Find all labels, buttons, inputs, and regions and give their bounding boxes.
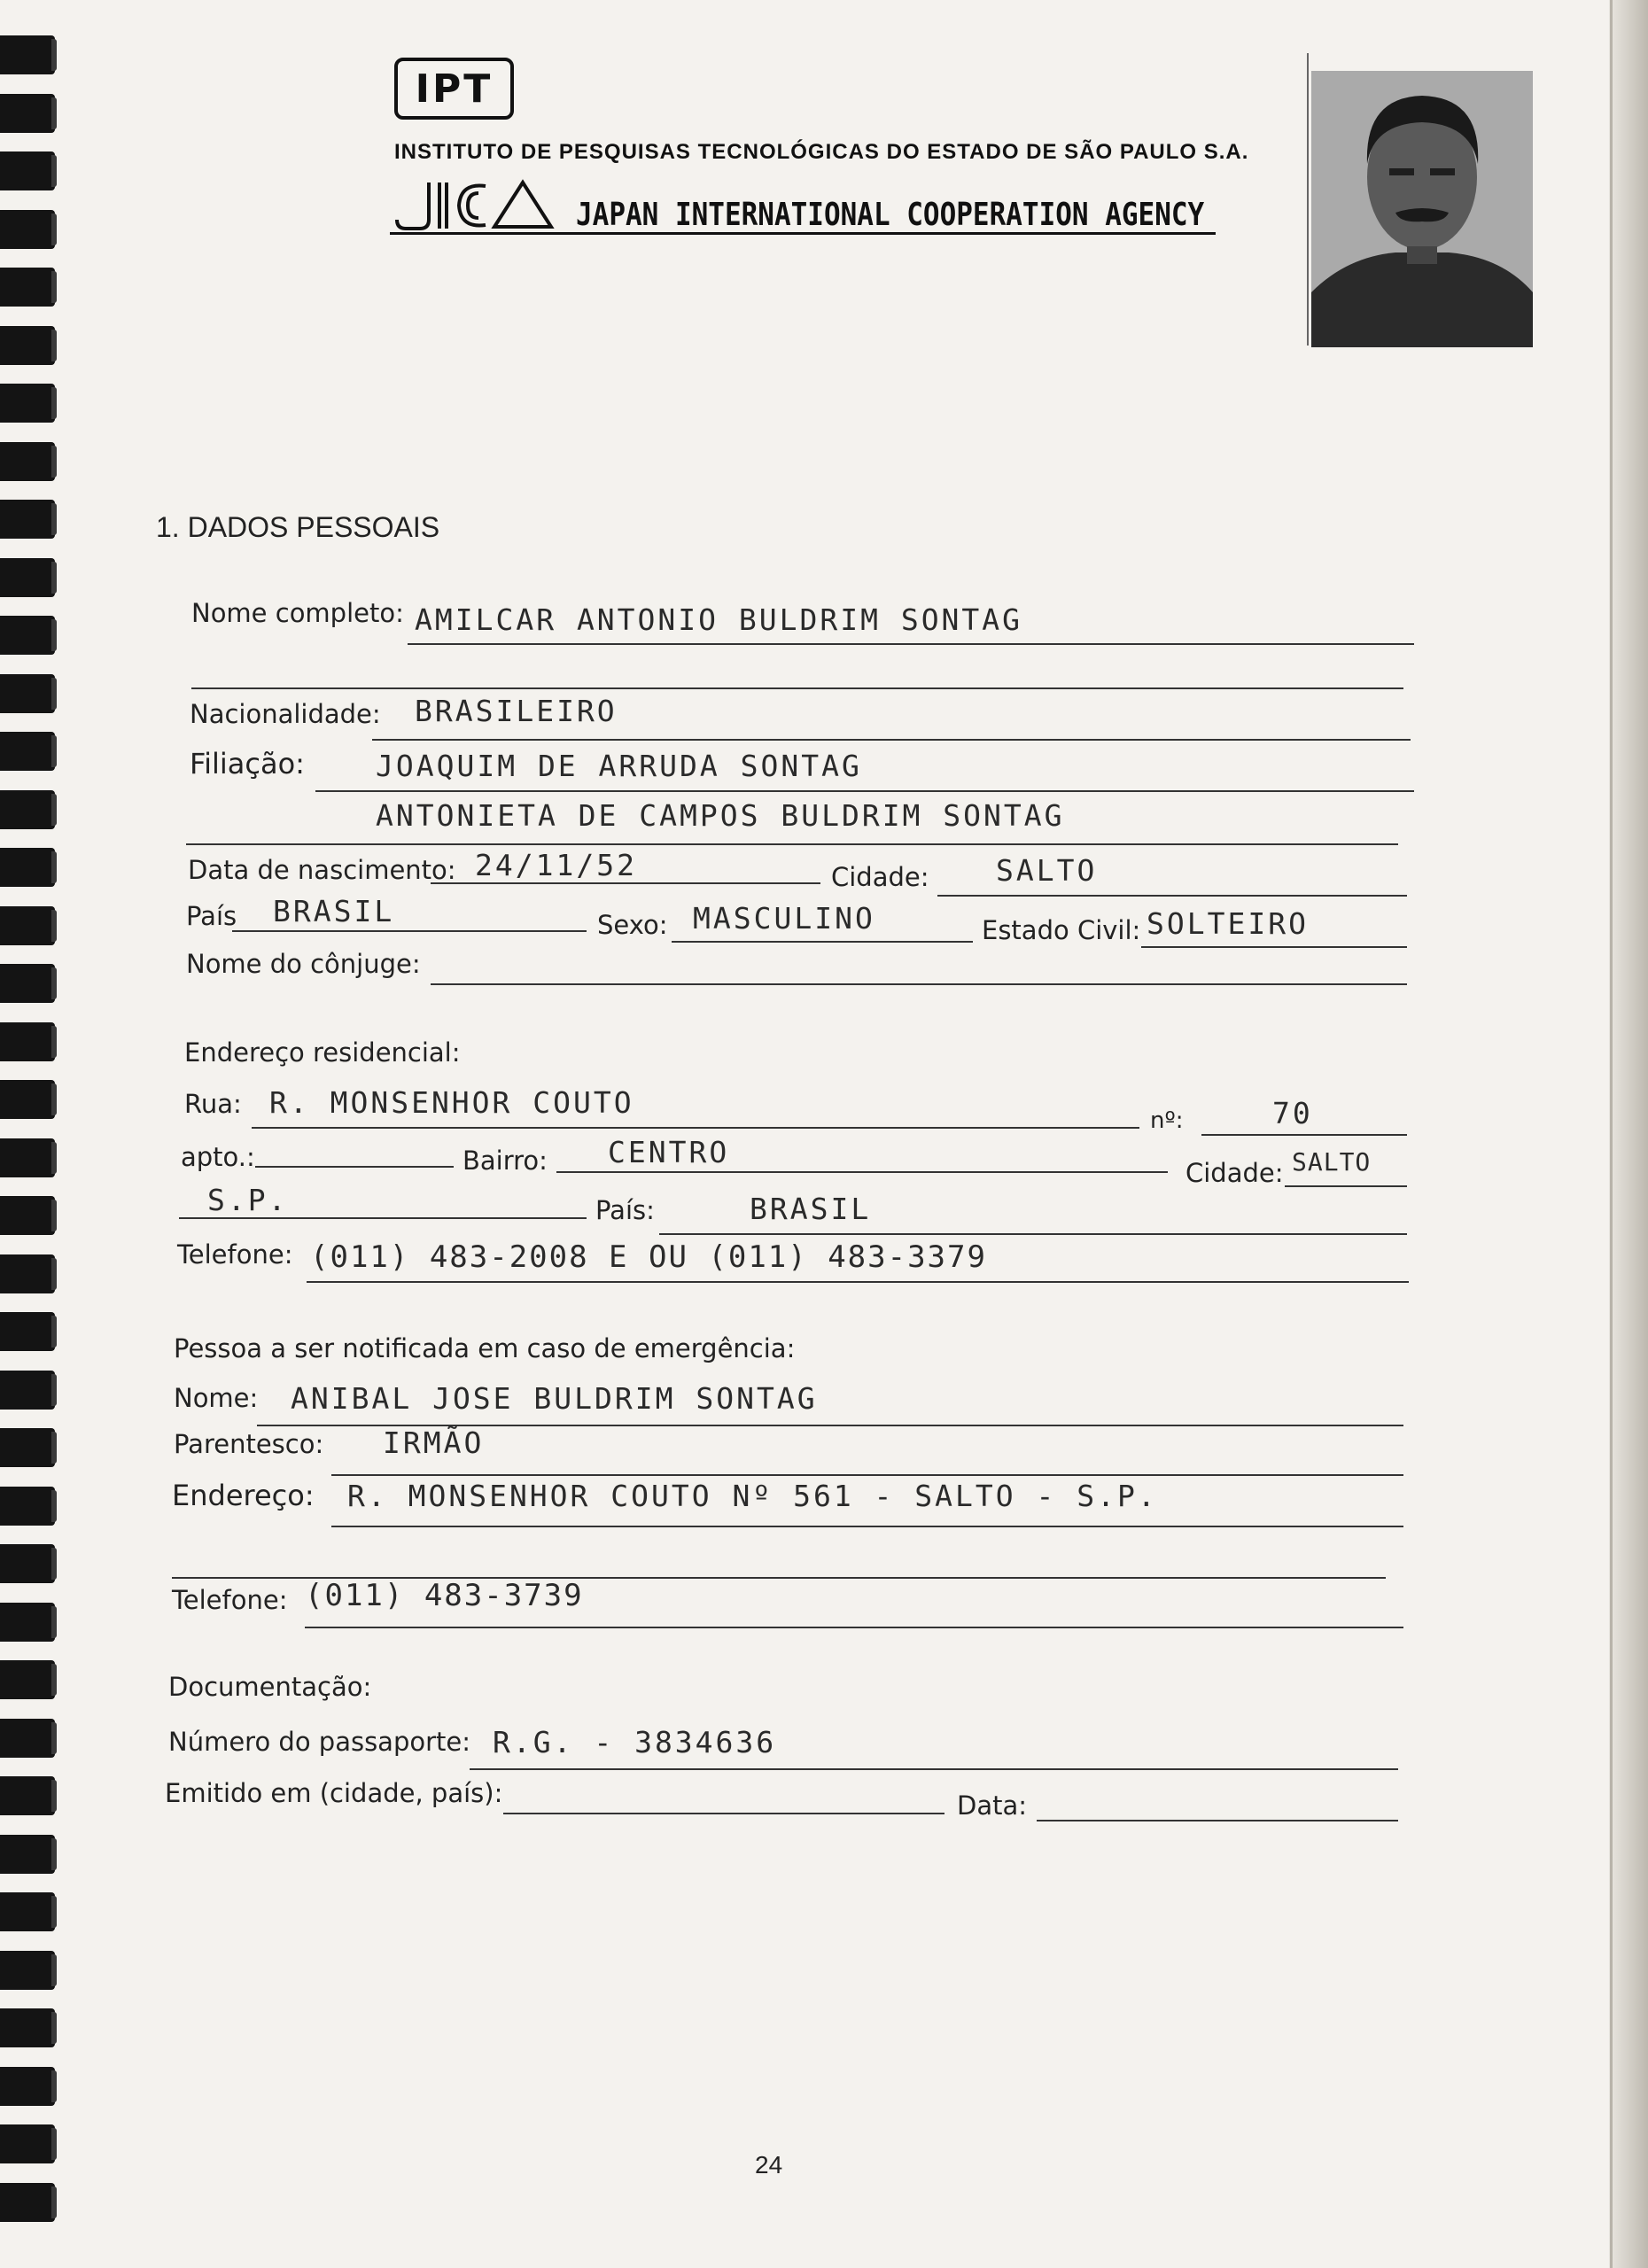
binder-hole: [0, 1719, 55, 1758]
cidade-label: Cidade:: [831, 862, 929, 892]
apto-line: [255, 1166, 454, 1168]
nome-completo-line: [408, 643, 1414, 645]
emergencia-telefone-value[interactable]: (011) 483-3739: [305, 1578, 584, 1613]
passaporte-line: [470, 1768, 1398, 1770]
binder-hole: [0, 674, 55, 713]
data-nascimento-value[interactable]: 24/11/52: [475, 848, 637, 882]
parentesco-value[interactable]: IRMÃO: [383, 1425, 485, 1460]
binder-hole: [0, 442, 55, 481]
nome-conjuge-line: [431, 983, 1407, 985]
endereco-pais-line: [659, 1233, 1407, 1235]
nacionalidade-line: [372, 739, 1411, 741]
bairro-line: [556, 1171, 1168, 1173]
emergencia-telefone-label: Telefone:: [172, 1585, 288, 1615]
endereco-pais-value[interactable]: BRASIL: [750, 1192, 872, 1226]
binder-hole: [0, 1371, 55, 1410]
binder-hole: [0, 790, 55, 829]
filiacao-value-1[interactable]: JOAQUIM DE ARRUDA SONTAG: [376, 749, 862, 783]
binder-hole: [0, 1487, 55, 1526]
institute-name: INSTITUTO DE PESQUISAS TECNOLÓGICAS DO ESTADO DE SÃO PAULO S.A.: [394, 140, 1249, 164]
estado-civil-line: [1141, 946, 1407, 948]
header-rule: [390, 232, 1216, 235]
emergencia-endereco-line: [331, 1526, 1403, 1527]
emergencia-endereco-value[interactable]: R. MONSENHOR COUTO Nº 561 - SALTO - S.P.: [347, 1479, 1158, 1513]
data-line: [1037, 1820, 1398, 1821]
bairro-value[interactable]: CENTRO: [608, 1135, 730, 1169]
estado-civil-label: Estado Civil:: [982, 915, 1141, 945]
binder-hole: [0, 1138, 55, 1177]
emergencia-nome-label: Nome:: [174, 1383, 259, 1413]
nome-completo-value[interactable]: AMILCAR ANTONIO BULDRIM SONTAG: [415, 602, 1023, 637]
binder-hole: [0, 35, 55, 74]
pais-label: País: [186, 901, 237, 931]
filiacao-line-1: [315, 790, 1414, 792]
binder-hole: [0, 2183, 55, 2222]
binder-hole: [0, 94, 55, 133]
sexo-label: Sexo:: [597, 910, 668, 940]
page-edge-line: [1610, 0, 1613, 2268]
estado-value[interactable]: S.P.: [207, 1183, 289, 1217]
emergencia-telefone-line: [305, 1627, 1403, 1628]
pais-line: [232, 930, 587, 932]
estado-civil-value[interactable]: SOLTEIRO: [1147, 906, 1309, 941]
telefone-line: [307, 1281, 1409, 1283]
binder-hole: [0, 1660, 55, 1699]
binder-hole: [0, 1196, 55, 1235]
binder-hole: [0, 1892, 55, 1931]
nome-completo-line-2: [191, 687, 1403, 689]
binder-hole: [0, 2008, 55, 2047]
page-edge: [1609, 0, 1648, 2268]
binder-hole: [0, 616, 55, 655]
binder-hole: [0, 964, 55, 1003]
apto-label: apto.:: [181, 1142, 255, 1172]
binder-hole: [0, 558, 55, 597]
nacionalidade-value[interactable]: BRASILEIRO: [415, 694, 618, 728]
sexo-line: [672, 941, 973, 943]
documentacao-heading: Documentação:: [168, 1672, 372, 1702]
rua-value[interactable]: R. MONSENHOR COUTO: [269, 1085, 634, 1120]
binder-hole: [0, 1835, 55, 1874]
bairro-label: Bairro:: [463, 1146, 548, 1176]
emitido-line: [503, 1813, 944, 1814]
rua-line: [252, 1127, 1139, 1129]
passaporte-label: Número do passaporte:: [168, 1727, 471, 1757]
emergencia-nome-value[interactable]: ANIBAL JOSE BULDRIM SONTAG: [291, 1381, 818, 1416]
sexo-value[interactable]: MASCULINO: [693, 901, 875, 936]
binder-hole: [0, 1254, 55, 1293]
endereco-cidade-value[interactable]: SALTO: [1292, 1147, 1372, 1177]
endereco-cidade-label: Cidade:: [1185, 1158, 1284, 1188]
binder-hole: [0, 1544, 55, 1583]
applicant-photo: [1311, 71, 1533, 347]
photo-frame-line: [1307, 53, 1309, 346]
binder-hole: [0, 1312, 55, 1351]
emitido-label: Emitido em (cidade, país):: [165, 1778, 503, 1808]
filiacao-value-2[interactable]: ANTONIETA DE CAMPOS BULDRIM SONTAG: [376, 798, 1065, 833]
binder-hole: [0, 384, 55, 423]
binder-hole: [0, 1951, 55, 1990]
data-label: Data:: [957, 1790, 1028, 1821]
binder-hole: [0, 1603, 55, 1642]
pais-value[interactable]: BRASIL: [273, 894, 395, 928]
emergencia-endereco-label: Endereço:: [172, 1479, 315, 1512]
binder-hole: [0, 1776, 55, 1815]
data-nascimento-label: Data de nascimento:: [188, 855, 456, 885]
binder-hole: [0, 2124, 55, 2163]
jica-logo: [390, 175, 567, 230]
telefone-label: Telefone:: [177, 1239, 293, 1270]
binder-hole: [0, 326, 55, 365]
emergencia-heading: Pessoa a ser notificada em caso de emergência:: [174, 1333, 796, 1363]
telefone-value[interactable]: (011) 483-2008 E OU (011) 483-3379: [310, 1239, 987, 1275]
parentesco-label: Parentesco:: [174, 1429, 324, 1459]
numero-line: [1201, 1134, 1407, 1136]
endereco-residencial-heading: Endereço residencial:: [184, 1037, 461, 1068]
binder-hole: [0, 1022, 55, 1061]
rua-label: Rua:: [184, 1089, 242, 1119]
nome-completo-label: Nome completo:: [191, 598, 404, 628]
nome-conjuge-label: Nome do cônjuge:: [186, 949, 421, 979]
parentesco-line: [331, 1474, 1403, 1476]
cidade-line: [937, 895, 1407, 897]
binder-hole: [0, 848, 55, 887]
binder-hole: [0, 500, 55, 539]
binder-hole: [0, 906, 55, 945]
numero-label: nº:: [1150, 1107, 1184, 1134]
binder-hole: [0, 151, 55, 190]
ipt-logo: IPT: [394, 58, 514, 120]
binder-hole: [0, 268, 55, 307]
estado-line: [179, 1217, 587, 1219]
passaporte-value[interactable]: R.G. - 3834636: [493, 1725, 777, 1759]
endereco-pais-label: País:: [595, 1195, 655, 1225]
section-title: 1. DADOS PESSOAIS: [156, 511, 440, 543]
numero-value[interactable]: 70: [1272, 1096, 1313, 1130]
agency-name: JAPAN INTERNATIONAL COOPERATION AGENCY: [576, 197, 1205, 234]
binder-hole: [0, 210, 55, 249]
endereco-cidade-line: [1285, 1185, 1407, 1187]
data-nascimento-line: [431, 882, 820, 884]
binder-hole: [0, 1080, 55, 1119]
page-number: 24: [755, 2151, 783, 2179]
cidade-value[interactable]: SALTO: [996, 853, 1098, 888]
binder-hole: [0, 1428, 55, 1467]
binder-hole: [0, 2067, 55, 2106]
filiacao-line-2: [186, 843, 1398, 845]
nacionalidade-label: Nacionalidade:: [190, 699, 381, 729]
filiacao-label: Filiação:: [190, 747, 305, 781]
binder-hole: [0, 732, 55, 771]
